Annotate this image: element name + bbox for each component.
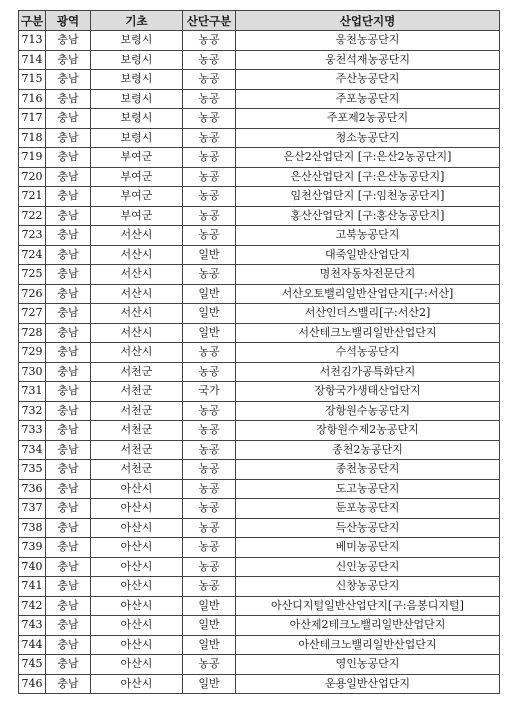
column-header-complex-name: 산업단지명 bbox=[236, 11, 500, 31]
cell-province: 충남 bbox=[46, 655, 91, 675]
table-row bbox=[19, 109, 500, 129]
cell-complex-type: 농공 bbox=[183, 167, 236, 187]
cell-complex-name: 주포제2농공단지 bbox=[236, 109, 500, 129]
cell-province: 충남 bbox=[46, 167, 91, 187]
cell-province: 충남 bbox=[46, 128, 91, 148]
cell-complex-type: 농공 bbox=[183, 518, 236, 538]
table-row bbox=[19, 421, 500, 441]
cell-complex-type: 농공 bbox=[183, 50, 236, 70]
cell-complex-type: 농공 bbox=[183, 70, 236, 90]
table-row bbox=[19, 343, 500, 363]
cell-complex-name: 종천농공단지 bbox=[236, 460, 500, 480]
cell-number: 744 bbox=[19, 635, 46, 655]
cell-complex-type: 일반 bbox=[183, 304, 236, 324]
cell-complex-type: 일반 bbox=[183, 674, 236, 694]
cell-province: 충남 bbox=[46, 421, 91, 441]
table-row bbox=[19, 596, 500, 616]
cell-complex-type: 농공 bbox=[183, 187, 236, 207]
cell-number: 736 bbox=[19, 479, 46, 499]
cell-complex-name: 웅천석재농공단지 bbox=[236, 50, 500, 70]
cell-city: 보령시 bbox=[91, 50, 183, 70]
cell-complex-type: 일반 bbox=[183, 616, 236, 636]
cell-complex-name: 은산2산업단지 [구:은산2농공단지] bbox=[236, 148, 500, 168]
cell-province: 충남 bbox=[46, 596, 91, 616]
table-row bbox=[19, 577, 500, 597]
cell-province: 충남 bbox=[46, 226, 91, 246]
cell-number: 718 bbox=[19, 128, 46, 148]
cell-complex-name: 아산테크노밸리일반산업단지 bbox=[236, 635, 500, 655]
cell-number: 731 bbox=[19, 382, 46, 402]
cell-complex-type: 농공 bbox=[183, 362, 236, 382]
cell-province: 충남 bbox=[46, 362, 91, 382]
table-row bbox=[19, 499, 500, 519]
cell-complex-name: 고북농공단지 bbox=[236, 226, 500, 246]
column-header-complex-type: 산단구분 bbox=[183, 11, 236, 31]
cell-number: 724 bbox=[19, 245, 46, 265]
cell-province: 충남 bbox=[46, 460, 91, 480]
cell-province: 충남 bbox=[46, 70, 91, 90]
cell-province: 충남 bbox=[46, 109, 91, 129]
table-header-row bbox=[19, 11, 500, 31]
cell-province: 충남 bbox=[46, 245, 91, 265]
cell-city: 서천군 bbox=[91, 460, 183, 480]
table-row bbox=[19, 206, 500, 226]
cell-city: 서산시 bbox=[91, 245, 183, 265]
table-row bbox=[19, 304, 500, 324]
cell-complex-name: 아산제2테크노밸리일반산업단지 bbox=[236, 616, 500, 636]
table-row bbox=[19, 89, 500, 109]
table-row bbox=[19, 655, 500, 675]
cell-complex-type: 농공 bbox=[183, 655, 236, 675]
cell-city: 보령시 bbox=[91, 89, 183, 109]
cell-complex-name: 신창농공단지 bbox=[236, 577, 500, 597]
cell-city: 아산시 bbox=[91, 674, 183, 694]
cell-province: 충남 bbox=[46, 499, 91, 519]
cell-number: 733 bbox=[19, 421, 46, 441]
cell-complex-name: 둔포농공단지 bbox=[236, 499, 500, 519]
cell-city: 서천군 bbox=[91, 362, 183, 382]
cell-complex-name: 장항국가생태산업단지 bbox=[236, 382, 500, 402]
table-row bbox=[19, 440, 500, 460]
cell-complex-type: 농공 bbox=[183, 440, 236, 460]
cell-complex-name: 서산오토밸리일반산업단지[구:서산] bbox=[236, 284, 500, 304]
cell-number: 715 bbox=[19, 70, 46, 90]
table-row bbox=[19, 70, 500, 90]
cell-complex-type: 농공 bbox=[183, 479, 236, 499]
cell-number: 745 bbox=[19, 655, 46, 675]
cell-complex-type: 농공 bbox=[183, 343, 236, 363]
column-header-province: 광역 bbox=[46, 11, 91, 31]
cell-number: 735 bbox=[19, 460, 46, 480]
cell-complex-type: 일반 bbox=[183, 635, 236, 655]
table-row bbox=[19, 460, 500, 480]
cell-city: 아산시 bbox=[91, 596, 183, 616]
table-row bbox=[19, 265, 500, 285]
cell-complex-type: 농공 bbox=[183, 265, 236, 285]
cell-complex-name: 임천산업단지 [구:임천농공단지] bbox=[236, 187, 500, 207]
cell-province: 충남 bbox=[46, 206, 91, 226]
cell-city: 부여군 bbox=[91, 187, 183, 207]
cell-complex-name: 종천2농공단지 bbox=[236, 440, 500, 460]
cell-complex-name: 주산농공단지 bbox=[236, 70, 500, 90]
cell-province: 충남 bbox=[46, 401, 91, 421]
cell-province: 충남 bbox=[46, 31, 91, 51]
cell-complex-type: 농공 bbox=[183, 31, 236, 51]
table-row bbox=[19, 284, 500, 304]
table-row bbox=[19, 323, 500, 343]
cell-complex-type: 농공 bbox=[183, 577, 236, 597]
table-row bbox=[19, 245, 500, 265]
table-row bbox=[19, 31, 500, 51]
cell-number: 728 bbox=[19, 323, 46, 343]
table-row bbox=[19, 362, 500, 382]
table-row bbox=[19, 187, 500, 207]
cell-complex-name: 수석농공단지 bbox=[236, 343, 500, 363]
cell-complex-name: 장항원수농공단지 bbox=[236, 401, 500, 421]
cell-city: 서천군 bbox=[91, 401, 183, 421]
cell-complex-name: 홍산산업단지 [구:홍산농공단지] bbox=[236, 206, 500, 226]
cell-complex-type: 농공 bbox=[183, 557, 236, 577]
cell-city: 부여군 bbox=[91, 148, 183, 168]
cell-province: 충남 bbox=[46, 479, 91, 499]
cell-province: 충남 bbox=[46, 265, 91, 285]
cell-complex-type: 일반 bbox=[183, 284, 236, 304]
cell-province: 충남 bbox=[46, 577, 91, 597]
cell-complex-name: 신인농공단지 bbox=[236, 557, 500, 577]
cell-province: 충남 bbox=[46, 323, 91, 343]
cell-city: 부여군 bbox=[91, 206, 183, 226]
cell-complex-type: 농공 bbox=[183, 401, 236, 421]
cell-complex-name: 웅천농공단지 bbox=[236, 31, 500, 51]
cell-province: 충남 bbox=[46, 89, 91, 109]
cell-complex-type: 농공 bbox=[183, 128, 236, 148]
cell-city: 아산시 bbox=[91, 635, 183, 655]
column-header-number: 구분 bbox=[19, 11, 46, 31]
table-row bbox=[19, 167, 500, 187]
cell-city: 서산시 bbox=[91, 343, 183, 363]
cell-complex-type: 일반 bbox=[183, 323, 236, 343]
cell-city: 아산시 bbox=[91, 518, 183, 538]
cell-province: 충남 bbox=[46, 616, 91, 636]
cell-complex-type: 농공 bbox=[183, 460, 236, 480]
table-row bbox=[19, 401, 500, 421]
cell-number: 742 bbox=[19, 596, 46, 616]
cell-complex-type: 농공 bbox=[183, 226, 236, 246]
cell-complex-name: 득산농공단지 bbox=[236, 518, 500, 538]
cell-province: 충남 bbox=[46, 518, 91, 538]
table-row bbox=[19, 635, 500, 655]
cell-complex-name: 서천김가공특화단지 bbox=[236, 362, 500, 382]
cell-province: 충남 bbox=[46, 284, 91, 304]
cell-city: 보령시 bbox=[91, 128, 183, 148]
cell-complex-type: 농공 bbox=[183, 109, 236, 129]
cell-city: 서산시 bbox=[91, 284, 183, 304]
cell-number: 737 bbox=[19, 499, 46, 519]
cell-city: 서천군 bbox=[91, 440, 183, 460]
cell-city: 보령시 bbox=[91, 70, 183, 90]
cell-city: 아산시 bbox=[91, 557, 183, 577]
cell-number: 721 bbox=[19, 187, 46, 207]
cell-complex-type: 국가 bbox=[183, 382, 236, 402]
cell-complex-name: 청소농공단지 bbox=[236, 128, 500, 148]
table-row bbox=[19, 538, 500, 558]
cell-complex-name: 서산인더스밸리[구:서산2] bbox=[236, 304, 500, 324]
cell-province: 충남 bbox=[46, 440, 91, 460]
cell-province: 충남 bbox=[46, 382, 91, 402]
cell-complex-type: 농공 bbox=[183, 421, 236, 441]
cell-city: 부여군 bbox=[91, 167, 183, 187]
cell-city: 서산시 bbox=[91, 323, 183, 343]
cell-city: 서천군 bbox=[91, 382, 183, 402]
cell-city: 보령시 bbox=[91, 109, 183, 129]
cell-complex-type: 농공 bbox=[183, 206, 236, 226]
cell-city: 서산시 bbox=[91, 226, 183, 246]
industrial-complex-table bbox=[18, 10, 500, 694]
cell-number: 727 bbox=[19, 304, 46, 324]
cell-city: 서산시 bbox=[91, 304, 183, 324]
table-body bbox=[19, 31, 500, 694]
cell-number: 732 bbox=[19, 401, 46, 421]
cell-number: 722 bbox=[19, 206, 46, 226]
cell-complex-type: 일반 bbox=[183, 596, 236, 616]
table-row bbox=[19, 226, 500, 246]
cell-province: 충남 bbox=[46, 50, 91, 70]
cell-number: 729 bbox=[19, 343, 46, 363]
table-row bbox=[19, 518, 500, 538]
table-row bbox=[19, 148, 500, 168]
table-row bbox=[19, 382, 500, 402]
cell-city: 아산시 bbox=[91, 577, 183, 597]
cell-number: 713 bbox=[19, 31, 46, 51]
cell-complex-name: 주포농공단지 bbox=[236, 89, 500, 109]
cell-city: 아산시 bbox=[91, 499, 183, 519]
cell-city: 보령시 bbox=[91, 31, 183, 51]
cell-city: 아산시 bbox=[91, 616, 183, 636]
cell-complex-type: 농공 bbox=[183, 89, 236, 109]
cell-number: 743 bbox=[19, 616, 46, 636]
cell-province: 충남 bbox=[46, 187, 91, 207]
cell-number: 714 bbox=[19, 50, 46, 70]
cell-province: 충남 bbox=[46, 557, 91, 577]
cell-complex-name: 베미농공단지 bbox=[236, 538, 500, 558]
cell-province: 충남 bbox=[46, 148, 91, 168]
table-row bbox=[19, 479, 500, 499]
cell-number: 741 bbox=[19, 577, 46, 597]
cell-province: 충남 bbox=[46, 674, 91, 694]
cell-complex-name: 명천자동차전문단지 bbox=[236, 265, 500, 285]
cell-complex-name: 운용일반산업단지 bbox=[236, 674, 500, 694]
cell-number: 730 bbox=[19, 362, 46, 382]
table-row bbox=[19, 557, 500, 577]
column-header-city: 기초 bbox=[91, 11, 183, 31]
cell-complex-name: 은산산업단지 [구:은산농공단지] bbox=[236, 167, 500, 187]
table-row bbox=[19, 50, 500, 70]
cell-number: 746 bbox=[19, 674, 46, 694]
cell-complex-type: 농공 bbox=[183, 148, 236, 168]
cell-province: 충남 bbox=[46, 635, 91, 655]
cell-city: 아산시 bbox=[91, 479, 183, 499]
cell-number: 717 bbox=[19, 109, 46, 129]
table-row bbox=[19, 128, 500, 148]
table-row bbox=[19, 674, 500, 694]
cell-complex-type: 농공 bbox=[183, 538, 236, 558]
cell-complex-name: 장항원수제2농공단지 bbox=[236, 421, 500, 441]
cell-province: 충남 bbox=[46, 304, 91, 324]
cell-number: 726 bbox=[19, 284, 46, 304]
cell-province: 충남 bbox=[46, 538, 91, 558]
cell-number: 739 bbox=[19, 538, 46, 558]
cell-complex-name: 아산디지털일반산업단지[구:음봉디지털] bbox=[236, 596, 500, 616]
cell-number: 723 bbox=[19, 226, 46, 246]
cell-complex-name: 대죽일반산업단지 bbox=[236, 245, 500, 265]
cell-complex-name: 도고농공단지 bbox=[236, 479, 500, 499]
cell-number: 719 bbox=[19, 148, 46, 168]
cell-complex-name: 서산테크노밸리일반산업단지 bbox=[236, 323, 500, 343]
cell-complex-type: 일반 bbox=[183, 245, 236, 265]
cell-number: 740 bbox=[19, 557, 46, 577]
cell-city: 서산시 bbox=[91, 265, 183, 285]
cell-number: 738 bbox=[19, 518, 46, 538]
table-row bbox=[19, 616, 500, 636]
cell-number: 720 bbox=[19, 167, 46, 187]
cell-city: 아산시 bbox=[91, 655, 183, 675]
cell-province: 충남 bbox=[46, 343, 91, 363]
cell-complex-type: 농공 bbox=[183, 499, 236, 519]
cell-number: 725 bbox=[19, 265, 46, 285]
cell-complex-name: 영인농공단지 bbox=[236, 655, 500, 675]
cell-city: 아산시 bbox=[91, 538, 183, 558]
cell-city: 서천군 bbox=[91, 421, 183, 441]
cell-number: 734 bbox=[19, 440, 46, 460]
cell-number: 716 bbox=[19, 89, 46, 109]
